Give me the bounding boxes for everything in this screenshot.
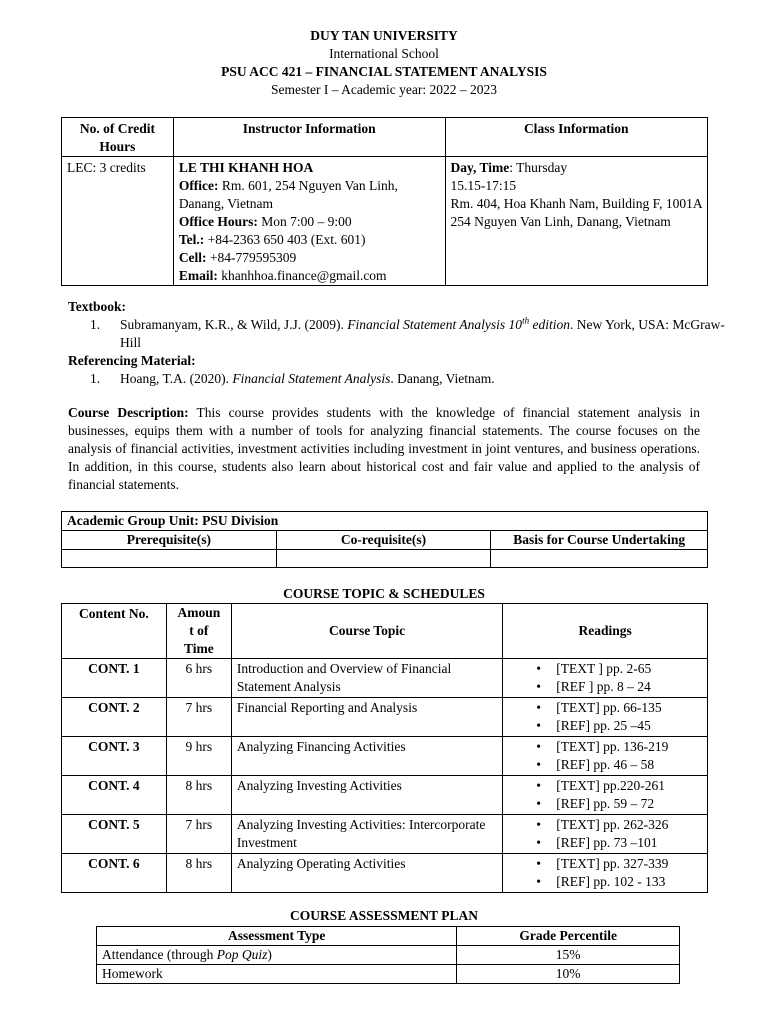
day-time-line: [451, 159, 702, 177]
course-info-table: [61, 117, 708, 286]
credit-hours-header: No. of Credit Hours: [62, 118, 174, 157]
email-line: [179, 267, 440, 285]
office-line: [179, 177, 440, 213]
assessment-type: [97, 946, 457, 965]
class-time: 15.15-17:15: [450, 178, 517, 193]
instructor-header: Instructor Information: [173, 118, 445, 157]
referencing-authors: Hoang, T.A. (2020).: [120, 371, 233, 386]
office-value: Rm. 601, 254 Nguyen Van Linh, Danang, Vietnam: [178, 178, 398, 211]
university-name: DUY TAN UNIVERSITY: [310, 28, 458, 43]
referencing-number: 1.: [90, 371, 101, 386]
academic-group-title: Academic Group Unit: PSU Division: [62, 512, 708, 531]
table-row: [97, 946, 680, 965]
assessment-caption: COURSE ASSESSMENT PLAN: [289, 908, 479, 923]
referencing-rest: . Danang, Vietnam.: [390, 371, 495, 386]
table-row: [62, 776, 708, 815]
readings: [503, 737, 708, 776]
course-topic: Introduction and Overview of Financial Statement Analysis: [231, 659, 502, 698]
basis-cell: [491, 550, 708, 568]
reading-ref: • [REF] pp. 46 – 58: [536, 756, 702, 774]
reading-ref: • [REF ] pp. 8 – 24: [536, 678, 702, 696]
readings-header: Readings: [503, 604, 708, 659]
table-row: [62, 659, 708, 698]
textbook-authors: Subramanyam, K.R., & Wild, J.J. (2009).: [120, 317, 348, 332]
textbook-edition: edition: [529, 317, 570, 332]
reading-ref: • [REF] pp. 25 –45: [536, 717, 702, 735]
description-label: Course Description:: [68, 405, 189, 420]
topics-caption: COURSE TOPIC & SCHEDULES: [283, 586, 485, 601]
credits-cell: LEC: 3 credits: [62, 157, 174, 286]
cell-label: Cell:: [178, 250, 207, 265]
textbook-number: 1.: [90, 317, 101, 332]
textbook-label: Textbook:: [68, 299, 127, 314]
grade-percentile: 15%: [457, 946, 680, 965]
description-text: This course provides students with the knowledge of financial statement analysis in businesses, equips them with a number of tools for analyzing financial statements. The course focuses on the analysis of financial activities, investment activities including investment in joint ventures, and business operations. In addition, in this course, students also learn about historical cost and fair value and applied to the analysis of financial statements.: [68, 405, 701, 492]
corequisite-header: Co-requisite(s): [276, 531, 491, 550]
prerequisite-cell: [62, 550, 277, 568]
referencing-label: Referencing Material:: [68, 353, 196, 368]
office-label: Office:: [178, 178, 219, 193]
tel-label: Tel.:: [178, 232, 205, 247]
semester-line: Semester I – Academic year: 2022 – 2023: [270, 82, 498, 97]
textbook-title: Financial Statement Analysis 10: [347, 317, 523, 332]
amount-of-time: 8 hrs: [166, 776, 231, 815]
content-no-header: Content No.: [62, 604, 167, 659]
content-no: CONT. 1: [62, 659, 167, 698]
content-no: CONT. 4: [62, 776, 167, 815]
readings: [503, 815, 708, 854]
course-topic: Analyzing Investing Activities: Intercorporate Investment: [231, 815, 502, 854]
email-value[interactable]: khanhhoa.finance@gmail.com: [217, 268, 387, 283]
course-topic: Analyzing Investing Activities: [231, 776, 502, 815]
textbook-publisher: . New York, USA: McGraw-Hill: [120, 317, 725, 350]
instructor-name: LE THI KHANH HOA: [178, 160, 314, 175]
reading-text: • [TEXT ] pp. 2-65: [536, 660, 702, 678]
referencing-title: Financial Statement Analysis: [232, 371, 391, 386]
tel-value: +84-2363 650 403 (Ext. 601): [204, 232, 366, 247]
prerequisite-header: Prerequisite(s): [62, 531, 277, 550]
content-no: CONT. 5: [62, 815, 167, 854]
textbook-item: [68, 316, 740, 352]
amount-of-time: 7 hrs: [166, 815, 231, 854]
readings: [503, 698, 708, 737]
course-topic: Analyzing Operating Activities: [231, 854, 502, 893]
amount-of-time: 9 hrs: [166, 737, 231, 776]
textbook-sup: th: [522, 315, 530, 326]
class-header: Class Information: [445, 118, 707, 157]
table-row: [62, 698, 708, 737]
instructor-cell: [173, 157, 445, 286]
pop-quiz-text: Pop Quiz: [216, 947, 268, 962]
reading-ref: • [REF] pp. 59 – 72: [536, 795, 702, 813]
corequisite-cell: [276, 550, 491, 568]
document-header: [0, 27, 768, 99]
amount-of-time: 6 hrs: [166, 659, 231, 698]
email-label: Email:: [178, 268, 218, 283]
reading-text: • [TEXT] pp. 136-219: [536, 738, 702, 756]
reading-text: • [TEXT] pp. 66-135: [536, 699, 702, 717]
basis-header: Basis for Course Undertaking: [491, 531, 708, 550]
course-topic-table: [61, 603, 708, 893]
reading-ref: • [REF] pp. 102 - 133: [536, 873, 702, 891]
assessment-type-header: Assessment Type: [97, 927, 457, 946]
academic-group-table: [61, 511, 708, 568]
content-no: CONT. 6: [62, 854, 167, 893]
amount-of-time: 8 hrs: [166, 854, 231, 893]
course-title: PSU ACC 421 – FINANCIAL STATEMENT ANALYSIS: [221, 64, 547, 79]
grade-percentile: 10%: [457, 965, 680, 984]
cell-value: +84-779595309: [206, 250, 297, 265]
course-topic: Analyzing Financing Activities: [231, 737, 502, 776]
class-info-cell: [445, 157, 707, 286]
day-time-label: Day, Time: [450, 160, 510, 175]
course-topic-header: Course Topic: [231, 604, 502, 659]
textbook-section: [68, 298, 725, 388]
reading-text: • [TEXT] pp. 327-339: [536, 855, 702, 873]
amount-header: Amoun t of Time: [166, 604, 231, 659]
day-time-value: : Thursday: [509, 160, 568, 175]
reading-ref: • [REF] pp. 73 –101: [536, 834, 702, 852]
course-description: [68, 404, 700, 494]
referencing-item: [68, 370, 708, 388]
table-row: [62, 737, 708, 776]
attendance-close: ): [267, 947, 272, 962]
reading-text: • [TEXT] pp.220-261: [536, 777, 702, 795]
reading-text: • [TEXT] pp. 262-326: [536, 816, 702, 834]
readings: [503, 659, 708, 698]
grade-percentile-header: Grade Percentile: [457, 927, 680, 946]
table-row: [97, 965, 680, 984]
readings: [503, 776, 708, 815]
attendance-text: Attendance (through: [102, 947, 217, 962]
course-topic: Financial Reporting and Analysis: [231, 698, 502, 737]
school-name: International School: [329, 46, 439, 61]
office-hours-value: Mon 7:00 – 9:00: [257, 214, 352, 229]
class-room: Rm. 404, Hoa Khanh Nam, Building F, 1001A 254 Nguyen Van Linh, Danang, Vietnam: [450, 196, 702, 229]
content-no: CONT. 3: [62, 737, 167, 776]
tel-line: [179, 231, 440, 249]
readings: [503, 854, 708, 893]
table-row: [62, 815, 708, 854]
table-row: [62, 854, 708, 893]
content-no: CONT. 2: [62, 698, 167, 737]
assessment-table: [96, 926, 680, 984]
office-hours-line: [179, 213, 440, 231]
cell-line: [179, 249, 440, 267]
amount-of-time: 7 hrs: [166, 698, 231, 737]
office-hours-label: Office Hours:: [178, 214, 258, 229]
assessment-type: Homework: [97, 965, 457, 984]
